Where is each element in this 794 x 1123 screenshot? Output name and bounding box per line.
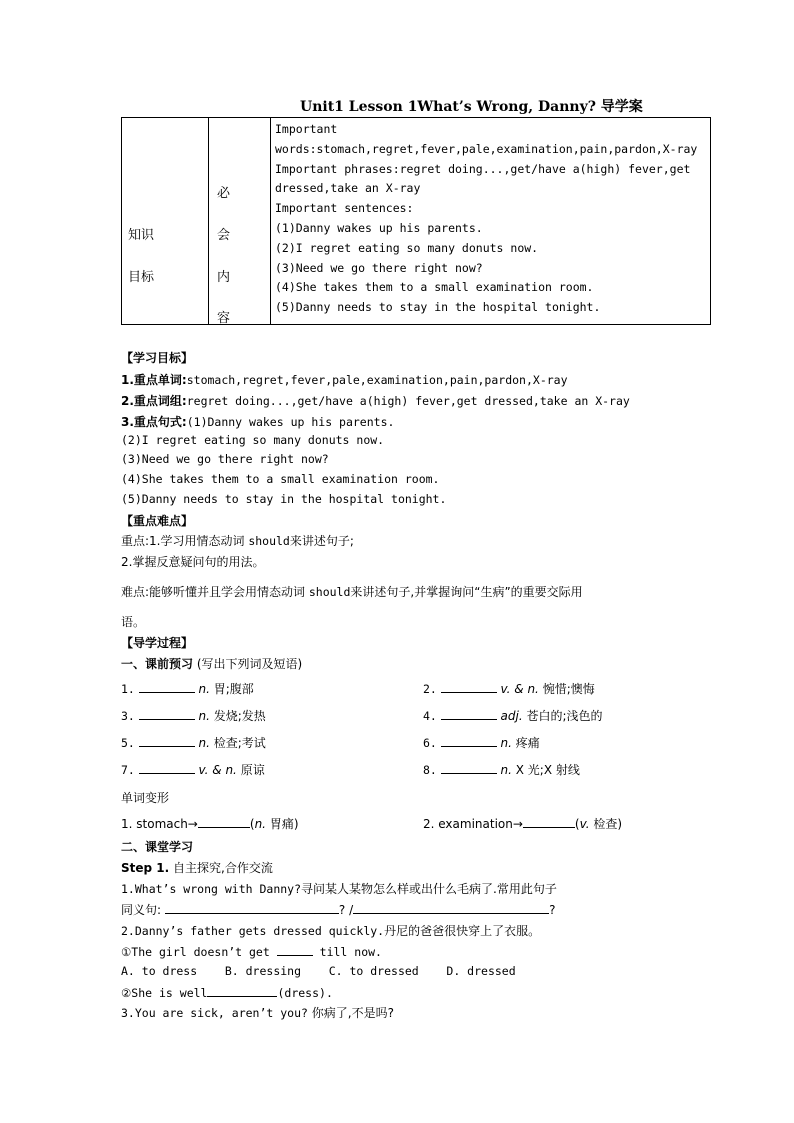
slash: /	[349, 903, 354, 917]
study-goals-heading: 【学习目标】	[121, 351, 194, 365]
wc2-meaning: 检查)	[593, 817, 623, 831]
difficult-point-cont: 语。	[121, 615, 146, 629]
answer-blank[interactable]	[198, 815, 250, 828]
words-label: 1.重点单词:	[121, 373, 187, 387]
question-mark: ?	[549, 903, 556, 917]
part-of-speech: n.	[198, 736, 210, 750]
left-label-2: 目标	[128, 270, 155, 285]
item-meaning: 原谅	[240, 763, 265, 777]
answer-blank[interactable]	[165, 901, 339, 914]
step-1-text: 自主探究,合作交流	[173, 861, 273, 875]
part-of-speech: v. & n.	[198, 763, 237, 777]
question-3	[121, 1004, 394, 1021]
item-number: 1.	[121, 682, 135, 696]
item-number: 2.	[423, 682, 437, 696]
q2b-suffix: (dress).	[277, 986, 333, 1000]
key-point-1	[121, 532, 354, 549]
knowledge-goals-table	[121, 117, 711, 325]
goals-line: words:stomach,regret,fever,pale,examination,pain,pardon,X-ray	[275, 141, 698, 156]
sentence-1: (1)Danny wakes up his parents.	[186, 415, 395, 429]
difficult-prefix: 难点:能够听懂并且学会用情态动词	[121, 585, 309, 599]
sentence-4: (4)She takes them to a small examination room.	[121, 472, 440, 486]
item-meaning: 胃;腹部	[213, 682, 254, 696]
question-2	[121, 922, 540, 939]
vocab-item-1	[121, 680, 254, 697]
paren: (	[574, 817, 580, 831]
q1-chinese: 寻问某人某物怎么样或出什么毛病了.常用此句子	[301, 882, 557, 896]
word-change-2	[423, 815, 622, 832]
key-point-2: 2.掌握反意疑问句的用法。	[121, 555, 265, 569]
word-change-1	[121, 815, 299, 832]
answer-blank[interactable]	[139, 680, 195, 693]
part-of-speech: n.	[500, 736, 512, 750]
part-of-speech: n.	[198, 709, 210, 723]
q2b-prefix: ②She is well	[121, 986, 208, 1000]
vocab-item-8	[423, 761, 580, 778]
item-number: 4.	[423, 709, 437, 723]
vocab-item-7	[121, 761, 265, 778]
answer-blank[interactable]	[139, 734, 195, 747]
answer-blank[interactable]	[353, 901, 549, 914]
word-change-label: 单词变形	[121, 791, 170, 805]
answer-blank[interactable]	[441, 680, 497, 693]
item-number: 7.	[121, 763, 135, 777]
study-goals-words	[121, 371, 568, 388]
goals-line: Important phrases:regret doing...,get/have a(high) fever,get	[275, 161, 691, 176]
answer-blank[interactable]	[139, 761, 195, 774]
goals-left-cell	[122, 118, 209, 325]
page-title: Unit1 Lesson 1What’s Wrong, Danny? 导学案	[300, 99, 643, 115]
item-meaning: 发烧;发热	[213, 709, 266, 723]
item-number: 8.	[423, 763, 437, 777]
words-list: stomach,regret,fever,pale,examination,pain,pardon,X-ray	[186, 373, 568, 387]
part-of-speech: adj.	[500, 709, 523, 723]
question-2b	[121, 984, 333, 1000]
phrases-list: regret doing...,get/have a(high) fever,get dressed,take an X-ray	[186, 394, 630, 408]
item-meaning: 苍白的;浅色的	[526, 709, 603, 723]
study-goals-sentences	[121, 413, 394, 430]
goals-line: (1)Danny wakes up his parents.	[275, 220, 483, 235]
part-of-speech: v. & n.	[500, 682, 539, 696]
item-meaning: 惋惜;懊悔	[542, 682, 595, 696]
phrases-label: 2.重点词组:	[121, 394, 187, 408]
q2-english: 2.Danny’s father gets dressed quickly.	[121, 924, 385, 938]
goals-content-cell	[271, 118, 711, 325]
vocab-item-5	[121, 734, 266, 751]
vocab-item-4	[423, 707, 603, 724]
key1-prefix: 重点:1.学习用情态动词	[121, 534, 249, 548]
key1-word: should	[248, 534, 290, 548]
mid-char-4: 容	[217, 311, 231, 326]
question-2a	[121, 943, 382, 959]
q1-english: 1.What’s wrong with Danny?	[121, 882, 302, 896]
synonym-label: 同义句:	[121, 903, 162, 917]
answer-blank[interactable]	[277, 943, 313, 956]
mid-char-3: 内	[217, 270, 231, 285]
difficult-word: should	[308, 585, 351, 599]
part-of-speech: n.	[500, 763, 512, 777]
question-2-options: A. to dress B. dressing C. to dressed D. dressed	[121, 964, 516, 978]
step-1-label: Step 1.	[121, 861, 170, 875]
part-of-speech: v.	[579, 817, 590, 831]
answer-blank[interactable]	[441, 707, 497, 720]
paren: (	[249, 817, 255, 831]
section-1-note: (写出下列词及短语)	[196, 657, 303, 671]
item-meaning: X 光;X 射线	[515, 763, 580, 777]
item-number: 3.	[121, 709, 135, 723]
item-meaning: 检查;考试	[213, 736, 266, 750]
sentence-5: (5)Danny needs to stay in the hospital tonight.	[121, 492, 447, 506]
goals-mid-cell	[209, 118, 271, 325]
question-mark: ?	[338, 903, 346, 917]
item-meaning: 疼痛	[515, 736, 540, 750]
goals-line: Important sentences:	[275, 201, 414, 216]
sentences-label: 3.重点句式:	[121, 415, 187, 429]
section-1-title: 一、课前预习	[121, 657, 194, 671]
answer-blank[interactable]	[207, 984, 277, 997]
part-of-speech: n.	[254, 817, 266, 831]
q2a-suffix: till now.	[319, 945, 382, 959]
goals-line: (4)She takes them to a small examination room.	[275, 280, 594, 295]
mid-char-2: 会	[217, 228, 231, 243]
mid-char-1: 必	[217, 186, 231, 201]
wc1-word: 1. stomach→	[121, 817, 198, 831]
study-goals-phrases	[121, 392, 630, 409]
sentence-2: (2)I regret eating so many donuts now.	[121, 433, 385, 447]
section-1-heading	[121, 655, 302, 672]
difficult-suffix: 来讲述句子,并掌握询问“生病”的重要交际用	[350, 585, 583, 599]
answer-blank[interactable]	[139, 707, 195, 720]
section-2-heading: 二、课堂学习	[121, 840, 194, 854]
process-heading: 【导学过程】	[121, 636, 194, 650]
goals-line: Important	[275, 122, 338, 136]
vocab-item-2	[423, 680, 595, 697]
difficult-point	[121, 583, 583, 600]
item-number: 5.	[121, 736, 135, 750]
answer-blank[interactable]	[441, 761, 497, 774]
wc1-meaning: 胃痛)	[269, 817, 299, 831]
question-1-synonym	[121, 901, 556, 918]
vocab-item-3	[121, 707, 266, 724]
key-points-heading: 【重点难点】	[121, 514, 194, 528]
q3-chinese: 你病了,不是吗?	[311, 1006, 394, 1020]
goals-line: dressed,take an X-ray	[275, 181, 421, 196]
key1-suffix: 来讲述句子;	[289, 534, 354, 548]
question-1	[121, 880, 557, 897]
sentence-3: (3)Need we go there right now?	[121, 452, 329, 466]
q2-chinese: 丹尼的爸爸很快穿上了衣服。	[384, 924, 541, 938]
q3-english: 3.You are sick, aren’t you?	[121, 1006, 308, 1020]
answer-blank[interactable]	[441, 734, 497, 747]
part-of-speech: n.	[198, 682, 210, 696]
goals-line: (3)Need we go there right now?	[275, 260, 483, 275]
answer-blank[interactable]	[523, 815, 575, 828]
left-label-1: 知识	[128, 228, 155, 243]
goals-line: (2)I regret eating so many donuts now.	[275, 240, 539, 255]
step-1	[121, 859, 273, 876]
q2a-prefix: ①The girl doesn’t get	[121, 945, 270, 959]
item-number: 6.	[423, 736, 437, 750]
goals-line: (5)Danny needs to stay in the hospital tonight.	[275, 300, 601, 315]
wc2-word: 2. examination→	[423, 817, 523, 831]
vocab-item-6	[423, 734, 540, 751]
